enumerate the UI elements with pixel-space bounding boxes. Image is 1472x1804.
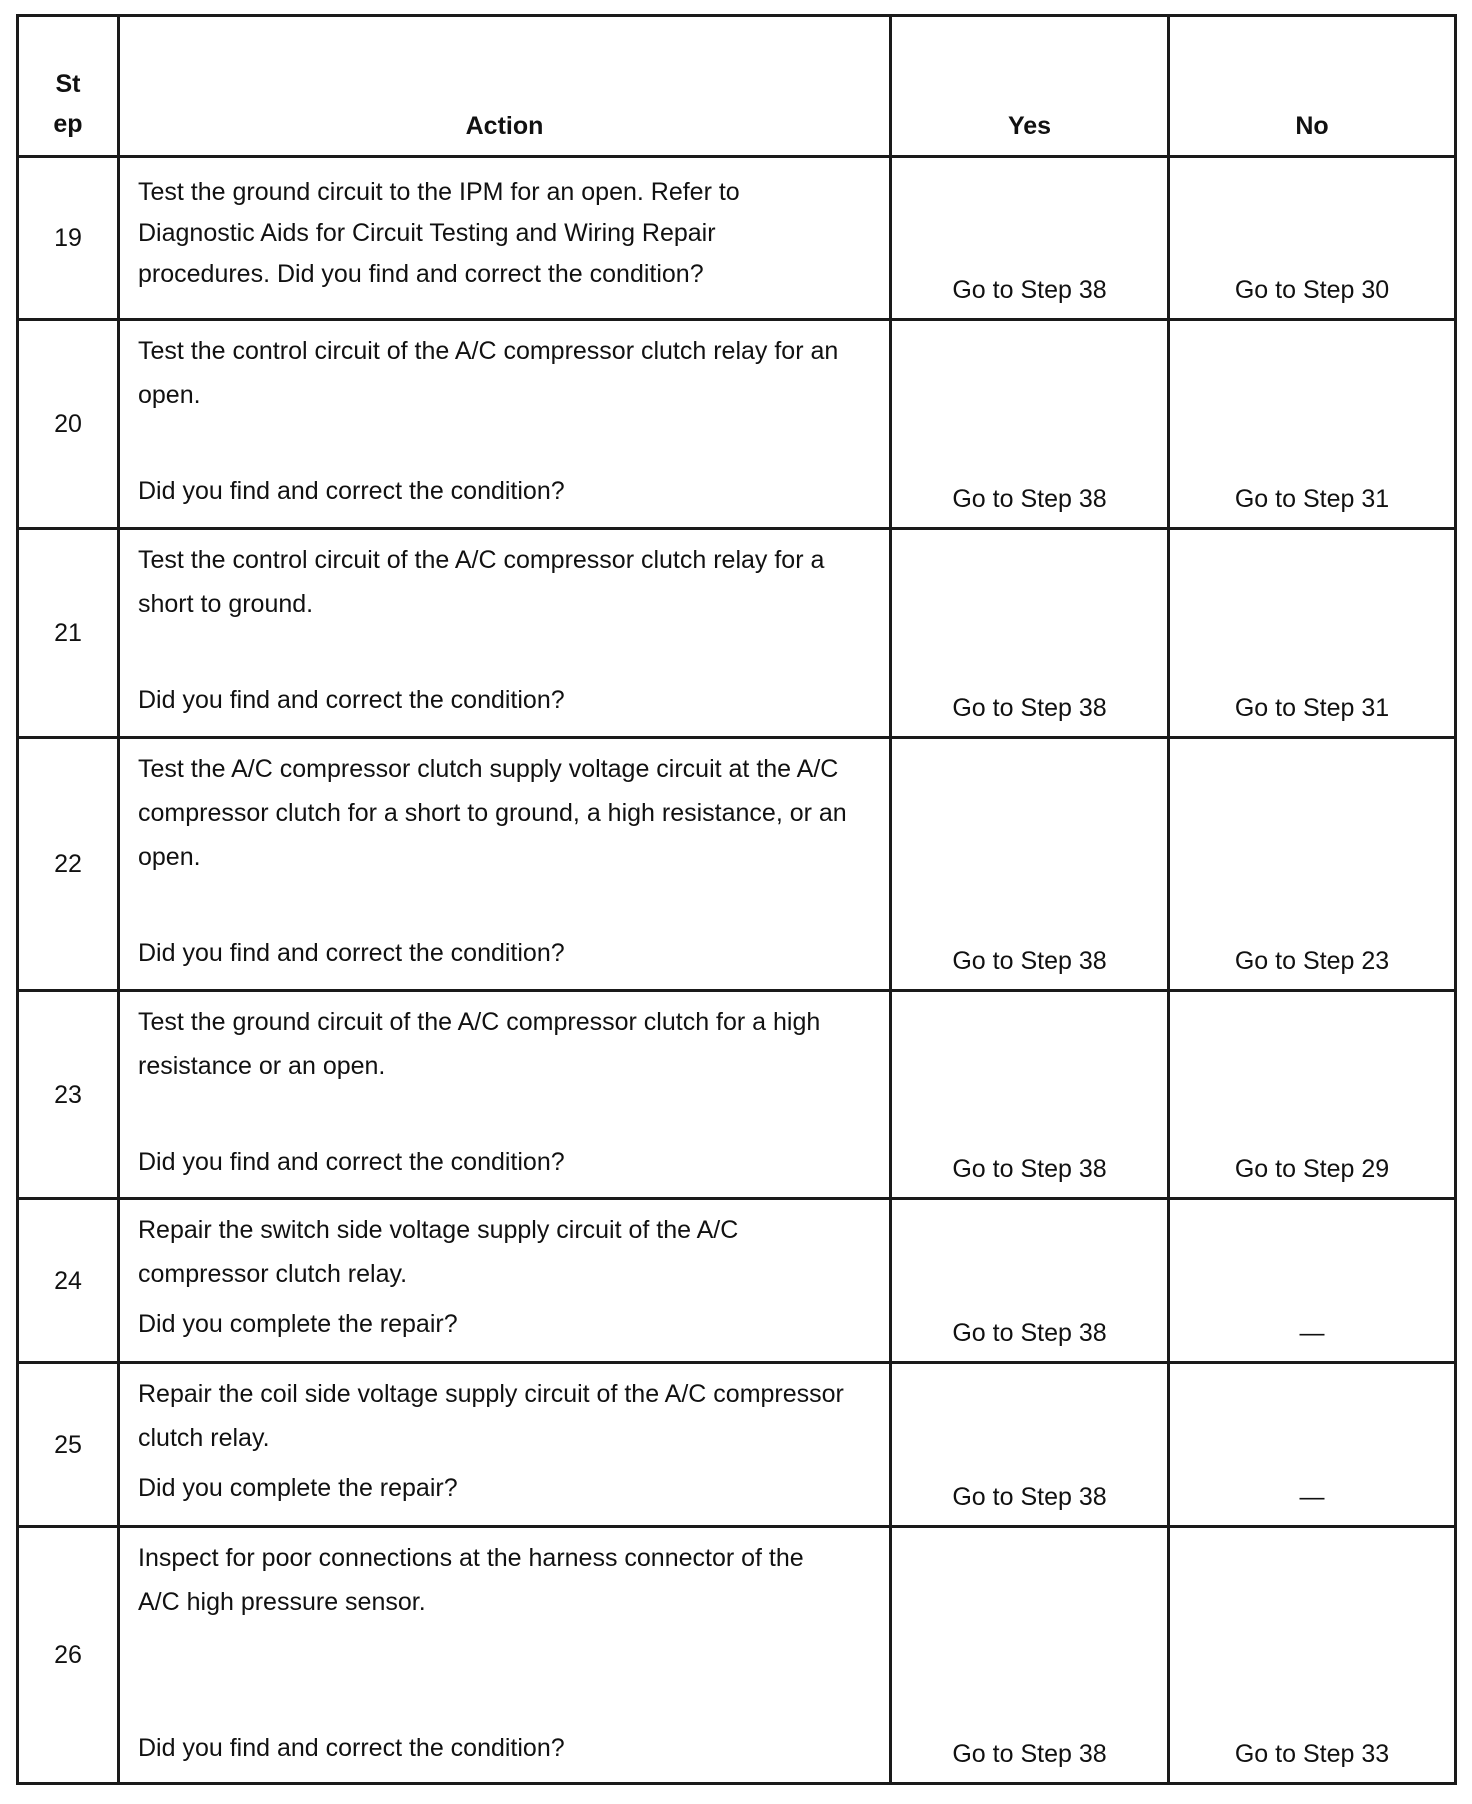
step-number: 20 [54,410,82,438]
diagnostic-table [16,14,1457,1785]
step-number: 21 [54,619,82,647]
no-cell: Go to Step 23 [1234,947,1390,975]
step-number: 22 [54,850,82,878]
no-cell: Go to Step 30 [1234,276,1390,304]
action-text: Inspect for poor connections at the harness connector of the A/C high pressure sensor. [138,1544,804,1616]
header-yes: Yes [1007,112,1052,140]
action-text: Test the A/C compressor clutch supply voltage circuit at the A/C compressor clutch for a short to ground, a high resistance, or an open. [138,755,847,871]
action-cell [120,329,889,417]
step-number: 19 [54,224,82,252]
no-cell: Go to Step 31 [1234,694,1390,722]
action-cell [120,538,889,626]
header-step-line1: St [55,70,81,98]
action-cell [120,1208,889,1296]
yes-cell: Go to Step 38 [952,1740,1107,1768]
yes-cell: Go to Step 38 [952,1483,1107,1511]
yes-cell: Go to Step 38 [952,485,1107,513]
yes-cell: Go to Step 38 [952,1155,1107,1183]
action-cell [120,1372,889,1460]
no-cell: Go to Step 29 [1234,1155,1390,1183]
table-border-top [16,14,1457,17]
action-question: Did you find and correct the condition? [138,1734,565,1762]
action-question: Did you complete the repair? [138,1474,458,1502]
step-number: 26 [54,1641,82,1669]
action-question: Did you find and correct the condition? [138,477,565,505]
yes-cell: Go to Step 38 [952,947,1107,975]
header-no: No [1295,112,1329,140]
action-cell [120,1536,889,1624]
header-step [19,64,117,144]
action-text: Repair the coil side voltage supply circuit of the A/C compressor clutch relay. [138,1380,844,1452]
step-number: 24 [54,1266,82,1295]
no-cell: — [1299,1483,1325,1511]
action-text: Test the ground circuit of the A/C compressor clutch for a high resistance or an open. [138,1008,821,1080]
action-text: Repair the switch side voltage supply circuit of the A/C compressor clutch relay. [138,1216,739,1288]
action-text: Test the control circuit of the A/C compressor clutch relay for an open. [138,337,839,409]
step-number: 23 [54,1080,82,1109]
action-question: Did you complete the repair? [138,1310,458,1338]
step-number: 25 [54,1430,82,1459]
action-cell [120,747,889,879]
action-question: Did you find and correct the condition? [138,1148,565,1176]
table-border-bottom [16,1782,1457,1785]
header-step-line2: ep [53,110,83,138]
no-cell: Go to Step 33 [1234,1740,1390,1768]
yes-cell: Go to Step 38 [952,694,1107,722]
action-question: Did you find and correct the condition? [138,686,565,714]
header-action: Action [465,112,544,140]
yes-cell: Go to Step 38 [952,1319,1107,1347]
yes-cell: Go to Step 38 [952,276,1107,304]
no-cell: Go to Step 31 [1234,485,1390,513]
no-cell: — [1299,1319,1325,1347]
action-cell [120,172,889,295]
table-border-right [1454,14,1457,1785]
action-question: Did you find and correct the condition? [138,939,565,967]
action-cell [120,1000,889,1088]
action-text: Test the control circuit of the A/C compressor clutch relay for a short to ground. [138,546,825,618]
action-text: Test the ground circuit to the IPM for an open. Refer to Diagnostic Aids for Circuit Testing and Wiring Repair procedures. Did you find and correct the condition? [138,178,740,288]
